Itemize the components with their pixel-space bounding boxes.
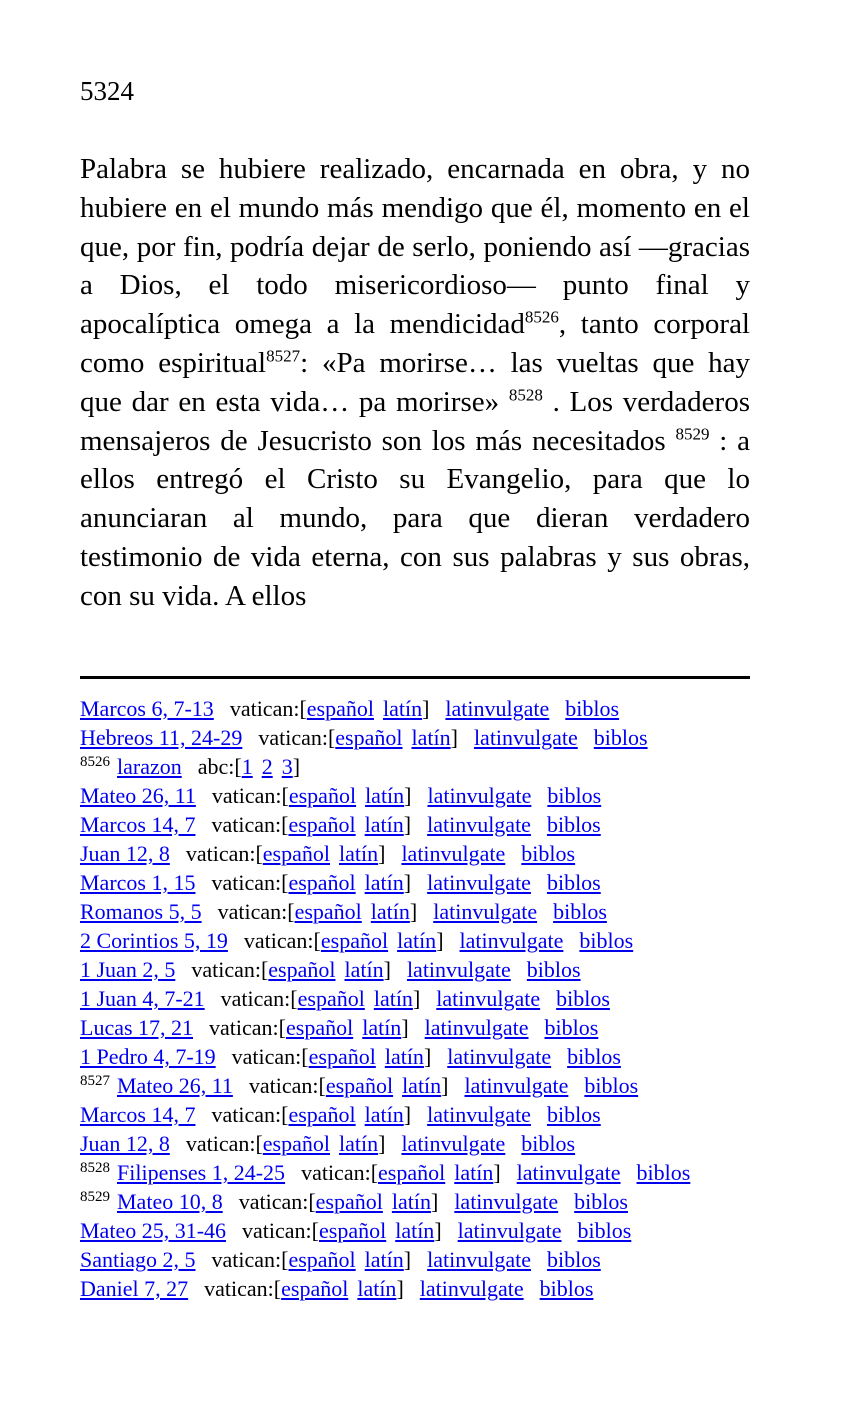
scripture-reference-link[interactable]: Mateo 26, 11 — [80, 783, 196, 808]
scripture-reference-link[interactable]: Mateo 26, 11 — [117, 1073, 233, 1098]
biblos-link[interactable]: biblos — [593, 725, 648, 750]
scripture-reference-link[interactable]: Mateo 25, 31-46 — [80, 1218, 227, 1243]
bracket-close: ] — [422, 696, 430, 721]
footnote-number: 8527 — [80, 1072, 110, 1089]
footnote-row — [80, 926, 842, 955]
latinvulgate-link[interactable]: latinvulgate — [427, 870, 531, 895]
espanol-link[interactable]: español — [288, 812, 356, 837]
biblos-link[interactable]: biblos — [546, 1247, 601, 1272]
bracket-close: ] — [403, 812, 412, 837]
abc-link[interactable]: 2 — [261, 754, 273, 779]
footnote-reference-superscript: 8526 — [524, 307, 559, 327]
scripture-reference-link[interactable]: larazon — [117, 754, 182, 779]
latin-link[interactable]: latín — [370, 899, 410, 924]
bracket-close: ] — [493, 1160, 501, 1185]
vatican-prefix: vatican:[ — [211, 1247, 289, 1272]
biblos-link[interactable]: biblos — [556, 986, 610, 1011]
body-text-segment: , tanto corporal como espiritual — [80, 308, 750, 379]
bracket-close: ] — [450, 725, 458, 750]
abc-link[interactable]: 3 — [281, 754, 293, 779]
vatican-prefix: vatican:[ — [220, 986, 298, 1011]
scripture-reference-link[interactable]: 1 Juan 4, 7-21 — [80, 986, 205, 1011]
bracket-close: ] — [423, 1044, 432, 1069]
latin-link[interactable]: latín — [362, 1015, 402, 1040]
footnote-row — [80, 781, 842, 810]
latinvulgate-link[interactable]: latinvulgate — [424, 1015, 529, 1040]
latinvulgate-link[interactable]: latinvulgate — [427, 812, 531, 837]
latinvulgate-link[interactable]: latinvulgate — [459, 928, 564, 953]
biblos-link[interactable]: biblos — [636, 1160, 691, 1185]
scripture-reference-link[interactable]: Marcos 6, 7-13 — [80, 696, 214, 721]
espanol-link[interactable]: español — [262, 1131, 330, 1156]
bracket-close: ] — [430, 1189, 439, 1214]
vatican-prefix: vatican:[ — [231, 1044, 309, 1069]
latinvulgate-link[interactable]: latinvulgate — [419, 1276, 524, 1301]
latin-link[interactable]: latín — [391, 1189, 431, 1214]
latin-link[interactable]: latín — [339, 841, 379, 866]
bracket-close: ] — [292, 754, 301, 779]
footnote-number: 8528 — [80, 1159, 110, 1176]
bracket-close: ] — [403, 1247, 412, 1272]
biblos-link[interactable]: biblos — [526, 957, 581, 982]
bracket-close: ] — [403, 870, 412, 895]
latinvulgate-link[interactable]: latinvulgate — [516, 1160, 621, 1185]
latin-link[interactable]: latín — [395, 1218, 435, 1243]
scripture-reference-link[interactable]: Marcos 1, 15 — [80, 870, 196, 895]
footnote-row — [80, 1071, 842, 1100]
espanol-link[interactable]: español — [294, 899, 362, 924]
vatican-prefix: vatican:[ — [301, 1160, 379, 1185]
scripture-reference-link[interactable]: 1 Juan 2, 5 — [80, 957, 176, 982]
espanol-link[interactable]: español — [268, 957, 336, 982]
vatican-prefix: vatican:[ — [211, 1102, 289, 1127]
espanol-link[interactable]: español — [288, 1102, 356, 1127]
latin-link[interactable]: latín — [397, 928, 437, 953]
footnote-row — [80, 1100, 842, 1129]
biblos-link[interactable]: biblos — [577, 1218, 632, 1243]
vatican-prefix: vatican:[ — [229, 696, 307, 721]
vatican-prefix: vatican:[ — [211, 783, 289, 808]
scripture-reference-link[interactable]: Daniel 7, 27 — [80, 1276, 189, 1301]
latinvulgate-link[interactable]: latinvulgate — [401, 1131, 506, 1156]
espanol-link[interactable]: español — [288, 1247, 356, 1272]
footnote-row — [80, 1158, 842, 1187]
vatican-prefix: vatican:[ — [209, 1015, 286, 1040]
espanol-link[interactable]: español — [306, 696, 374, 721]
espanol-link[interactable]: español — [297, 986, 365, 1011]
biblos-link[interactable]: biblos — [579, 928, 634, 953]
vatican-prefix: vatican:[ — [211, 812, 289, 837]
latinvulgate-link[interactable]: latinvulgate — [445, 696, 550, 721]
vatican-prefix: vatican:[ — [204, 1276, 282, 1301]
scripture-reference-link[interactable]: Hebreos 11, 24-29 — [80, 725, 243, 750]
bracket-close: ] — [436, 928, 444, 953]
page-number: 5324 — [80, 76, 134, 106]
footnote-row — [80, 1245, 842, 1274]
scripture-reference-link[interactable]: Marcos 14, 7 — [80, 1102, 196, 1127]
body-paragraph — [80, 150, 750, 616]
espanol-link[interactable]: español — [281, 1276, 349, 1301]
biblos-link[interactable]: biblos — [546, 812, 601, 837]
footnote-row — [80, 810, 842, 839]
vatican-prefix: vatican:[ — [243, 928, 321, 953]
biblos-link[interactable]: biblos — [521, 1131, 576, 1156]
scripture-reference-link[interactable]: Santiago 2, 5 — [80, 1247, 196, 1272]
scripture-reference-link[interactable]: 1 Pedro 4, 7-19 — [80, 1044, 216, 1069]
espanol-link[interactable]: español — [325, 1073, 394, 1098]
vatican-prefix: vatican:[ — [185, 1131, 263, 1156]
latin-link[interactable]: latín — [382, 696, 423, 721]
footnote-reference-superscript: 8527 — [266, 346, 301, 366]
footnote-row — [80, 1013, 842, 1042]
scripture-reference-link[interactable]: Filipenses 1, 24-25 — [117, 1160, 286, 1185]
body-text-segment: . Los verdaderos mensajeros de Jesucristo son los más necesitados — [80, 385, 750, 457]
espanol-link[interactable]: español — [335, 725, 403, 750]
latin-link[interactable]: latín — [364, 1247, 404, 1272]
latinvulgate-link[interactable]: latinvulgate — [457, 1218, 562, 1243]
espanol-link[interactable]: español — [319, 1218, 387, 1243]
latinvulgate-link[interactable]: latinvulgate — [427, 783, 532, 808]
latin-link[interactable]: latín — [384, 1044, 424, 1069]
bracket-close: ] — [412, 986, 421, 1011]
latin-link[interactable]: latín — [344, 957, 384, 982]
footnote-number: 8529 — [80, 1188, 110, 1205]
vatican-prefix: vatican:[ — [258, 725, 336, 750]
body-text-segment: : «Pa morirse… las vueltas que hay que dar en esta vida… pa morirse» — [80, 346, 751, 418]
footnote-separator-rule — [80, 676, 750, 679]
biblos-link[interactable]: biblos — [546, 870, 601, 895]
latinvulgate-link[interactable]: latinvulgate — [464, 1073, 569, 1098]
scripture-reference-link[interactable]: 2 Corintios 5, 19 — [80, 928, 228, 953]
biblos-link[interactable]: biblos — [553, 899, 607, 924]
footnote-row — [80, 868, 842, 897]
scripture-reference-link[interactable]: Juan 12, 8 — [80, 841, 170, 866]
footnote-row — [80, 1274, 842, 1303]
footnote-row — [80, 984, 842, 1013]
biblos-link[interactable]: biblos — [567, 1044, 621, 1069]
abc-link[interactable]: 1 — [241, 754, 253, 779]
espanol-link[interactable]: español — [315, 1189, 383, 1214]
espanol-link[interactable]: español — [288, 783, 357, 808]
espanol-link[interactable]: español — [288, 870, 356, 895]
biblos-link[interactable]: biblos — [539, 1276, 594, 1301]
latinvulgate-link[interactable]: latinvulgate — [427, 1102, 531, 1127]
biblos-link[interactable]: biblos — [574, 1189, 628, 1214]
scripture-reference-link[interactable]: Marcos 14, 7 — [80, 812, 196, 837]
bracket-close: ] — [396, 1276, 404, 1301]
biblos-link[interactable]: biblos — [547, 783, 602, 808]
latin-link[interactable]: latín — [411, 725, 451, 750]
bracket-close: ] — [434, 1218, 442, 1243]
latin-link[interactable]: latín — [373, 986, 413, 1011]
body-text-segment: : a ellos entregó el Cristo su Evangelio, para que lo anunciaran al mundo, para que dieran verdadero testimonio de vida eterna, con sus palabras y sus obras, con su vida. A ellos — [80, 424, 750, 612]
latin-link[interactable]: latín — [402, 1073, 442, 1098]
footnote-row — [80, 1042, 842, 1071]
espanol-link[interactable]: español — [308, 1044, 376, 1069]
abc-prefix: abc:[ — [197, 754, 242, 779]
latinvulgate-link[interactable]: latinvulgate — [473, 725, 578, 750]
scripture-reference-link[interactable]: Lucas 17, 21 — [80, 1015, 194, 1040]
vatican-prefix: vatican:[ — [248, 1073, 326, 1098]
bracket-close: ] — [404, 783, 412, 808]
footnote-row — [80, 1187, 842, 1216]
vatican-prefix: vatican:[ — [238, 1189, 316, 1214]
latin-link[interactable]: latín — [454, 1160, 494, 1185]
bracket-close: ] — [383, 957, 391, 982]
scripture-reference-link[interactable]: Mateo 10, 8 — [117, 1189, 223, 1214]
footnote-row — [80, 723, 842, 752]
footnote-number: 8526 — [80, 753, 110, 770]
bracket-close: ] — [403, 1102, 412, 1127]
biblos-link[interactable]: biblos — [565, 696, 620, 721]
espanol-link[interactable]: español — [262, 841, 330, 866]
latin-link[interactable]: latín — [357, 1276, 397, 1301]
footnote-row — [80, 752, 842, 781]
latinvulgate-link[interactable]: latinvulgate — [447, 1044, 552, 1069]
latin-link[interactable]: latín — [364, 870, 404, 895]
bracket-close: ] — [378, 1131, 386, 1156]
vatican-prefix: vatican:[ — [242, 1218, 319, 1243]
body-text-segment: Palabra se hubiere realizado, encarnada en obra, y no hubiere en el mundo más mendigo que él, momento en el que, por fin, podría dejar de serlo, poniendo así —gracias a Dios, el todo misericordioso— punto final y apocalíptica omega a la mendicidad — [80, 153, 750, 341]
vatican-prefix: vatican:[ — [211, 870, 289, 895]
footnote-row — [80, 1216, 842, 1245]
vatican-prefix: vatican:[ — [191, 957, 269, 982]
scripture-reference-link[interactable]: Juan 12, 8 — [80, 1131, 170, 1156]
bracket-close: ] — [441, 1073, 449, 1098]
bracket-close: ] — [401, 1015, 409, 1040]
footnote-row — [80, 839, 842, 868]
footnote-reference-superscript: 8528 — [508, 385, 543, 405]
footnote-row — [80, 694, 842, 723]
vatican-prefix: vatican:[ — [185, 841, 263, 866]
latin-link[interactable]: latín — [364, 1102, 404, 1127]
espanol-link[interactable]: español — [320, 928, 389, 953]
latinvulgate-link[interactable]: latinvulgate — [427, 1247, 531, 1272]
latinvulgate-link[interactable]: latinvulgate — [433, 899, 538, 924]
bracket-close: ] — [409, 899, 418, 924]
bracket-close: ] — [378, 841, 386, 866]
biblos-link[interactable]: biblos — [521, 841, 576, 866]
espanol-link[interactable]: español — [286, 1015, 354, 1040]
scripture-reference-link[interactable]: Romanos 5, 5 — [80, 899, 202, 924]
latin-link[interactable]: latín — [339, 1131, 379, 1156]
footnote-reference-superscript: 8529 — [675, 423, 710, 443]
footnote-row — [80, 1129, 842, 1158]
footnote-row — [80, 897, 842, 926]
vatican-prefix: vatican:[ — [217, 899, 295, 924]
biblos-link[interactable]: biblos — [584, 1073, 639, 1098]
latinvulgate-link[interactable]: latinvulgate — [436, 986, 541, 1011]
footnote-row — [80, 955, 842, 984]
biblos-link[interactable]: biblos — [546, 1102, 601, 1127]
latin-link[interactable]: latín — [365, 783, 405, 808]
espanol-link[interactable]: español — [378, 1160, 446, 1185]
latinvulgate-link[interactable]: latinvulgate — [454, 1189, 559, 1214]
latinvulgate-link[interactable]: latinvulgate — [406, 957, 511, 982]
biblos-link[interactable]: biblos — [544, 1015, 599, 1040]
footnotes — [80, 694, 842, 1303]
latinvulgate-link[interactable]: latinvulgate — [401, 841, 506, 866]
latin-link[interactable]: latín — [364, 812, 404, 837]
